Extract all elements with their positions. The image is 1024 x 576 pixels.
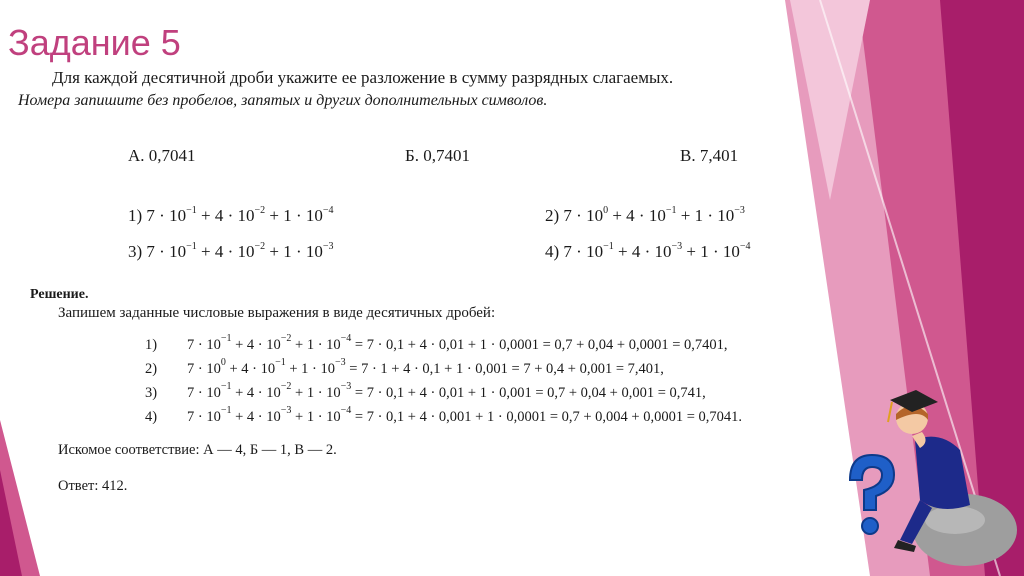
term-exponent: −4 <box>739 241 751 252</box>
term-exponent: −3 <box>335 357 346 368</box>
term-exponent: −3 <box>671 241 683 252</box>
term-base: + 1 · 10 <box>265 206 323 225</box>
term-base: + 4 · 10 <box>613 242 672 261</box>
term-exponent: −2 <box>280 333 292 344</box>
expansion-number: 4) <box>545 242 564 261</box>
term-exponent: −1 <box>275 357 286 368</box>
correspondence-text: Искомое соответствие: А — 4, Б — 1, В — 2. <box>58 442 337 458</box>
expansion-number: 2) <box>545 206 564 225</box>
term-exponent: −1 <box>186 205 197 216</box>
term-base: + 4 · 10 <box>231 385 281 401</box>
expansion-number: 3) <box>128 242 147 261</box>
slide-title: Задание 5 <box>8 22 181 63</box>
term-exponent: −2 <box>280 381 292 392</box>
calculation-number: 2) <box>145 361 158 377</box>
option-a: А. 0,7041 <box>128 146 196 165</box>
option-b: Б. 0,7401 <box>405 146 471 165</box>
term-base: 7 · 10 <box>187 385 221 401</box>
term-exponent: −3 <box>322 241 334 252</box>
calculation-number: 3) <box>145 385 158 401</box>
term-base: 7 · 10 <box>146 242 187 261</box>
term-exponent: −4 <box>322 205 334 216</box>
task-note: Номера запишите без пробелов, запятых и других дополнительных символов. <box>18 92 548 109</box>
solution-heading: Решение. <box>30 287 89 302</box>
term-base: + 1 · 10 <box>285 361 336 377</box>
student-body <box>915 437 970 509</box>
term-base: 7 · 10 <box>187 409 221 425</box>
term-base: + 4 · 10 <box>196 242 255 261</box>
term-exponent: −3 <box>280 405 292 416</box>
term-base: 7 · 10 <box>146 206 187 225</box>
task-instruction: Для каждой десятичной дроби укажите ее разложение в сумму разрядных слагаемых. <box>52 68 674 87</box>
calculation-row <box>145 381 706 402</box>
term-exponent: −2 <box>254 205 266 216</box>
term-base: + 4 · 10 <box>231 337 281 353</box>
term-exponent: 0 <box>603 205 609 216</box>
term-base: 7 · 10 <box>187 337 221 353</box>
calculation-result: = 7 · 0,1 + 4 · 0,01 + 1 · 0,0001 = 0,7 + 0,04 + 0,0001 = 0,7401, <box>351 337 728 353</box>
term-base: + 4 · 10 <box>196 206 255 225</box>
calculation-result: = 7 · 0,1 + 4 · 0,01 + 1 · 0,001 = 0,7 + 0,04 + 0,001 = 0,741, <box>351 385 706 401</box>
term-exponent: −1 <box>220 333 232 344</box>
term-base: + 4 · 10 <box>231 409 281 425</box>
term-base: + 1 · 10 <box>291 409 341 425</box>
expansion-item <box>545 242 751 262</box>
calculation-number: 4) <box>145 409 158 425</box>
term-exponent: −1 <box>603 241 614 252</box>
term-exponent: −1 <box>220 381 232 392</box>
expansion-item <box>128 242 334 262</box>
term-exponent: −1 <box>186 241 197 252</box>
term-exponent: −1 <box>220 405 232 416</box>
student-question-illustration <box>820 370 1020 570</box>
term-exponent: −2 <box>254 241 266 252</box>
term-exponent: 0 <box>220 357 226 368</box>
term-exponent: −4 <box>340 405 352 416</box>
graduation-cap-icon <box>890 390 938 412</box>
question-mark-icon <box>850 455 894 510</box>
term-base: + 1 · 10 <box>291 385 341 401</box>
calculation-result: = 7 · 0,1 + 4 · 0,001 + 1 · 0,0001 = 0,7 + 0,004 + 0,0001 = 0,7041. <box>351 409 743 425</box>
solution-intro: Запишем заданные числовые выражения в виде десятичных дробей: <box>58 305 496 321</box>
expansion-item <box>128 206 334 226</box>
calculation-row <box>145 405 743 426</box>
term-base: 7 · 10 <box>187 361 221 377</box>
term-base: + 1 · 10 <box>291 337 341 353</box>
term-base: 7 · 10 <box>563 206 604 225</box>
calculation-row <box>145 357 664 378</box>
term-base: + 1 · 10 <box>676 206 735 225</box>
expansion-number: 1) <box>128 206 147 225</box>
term-base: + 1 · 10 <box>265 242 323 261</box>
term-exponent: −4 <box>340 333 352 344</box>
term-base: 7 · 10 <box>563 242 604 261</box>
term-exponent: −1 <box>665 205 677 216</box>
expansion-item <box>545 206 745 226</box>
option-c: В. 7,401 <box>680 146 739 165</box>
calculation-number: 1) <box>145 337 158 353</box>
term-exponent: −3 <box>340 381 352 392</box>
term-base: + 4 · 10 <box>225 361 276 377</box>
term-exponent: −3 <box>734 205 745 216</box>
answer-text: Ответ: 412. <box>58 478 128 494</box>
term-base: + 1 · 10 <box>682 242 740 261</box>
calculation-result: = 7 · 1 + 4 · 0,1 + 1 · 0,001 = 7 + 0,4 + 0,001 = 7,401, <box>345 361 664 377</box>
calculation-row <box>145 333 728 354</box>
term-base: + 4 · 10 <box>608 206 666 225</box>
